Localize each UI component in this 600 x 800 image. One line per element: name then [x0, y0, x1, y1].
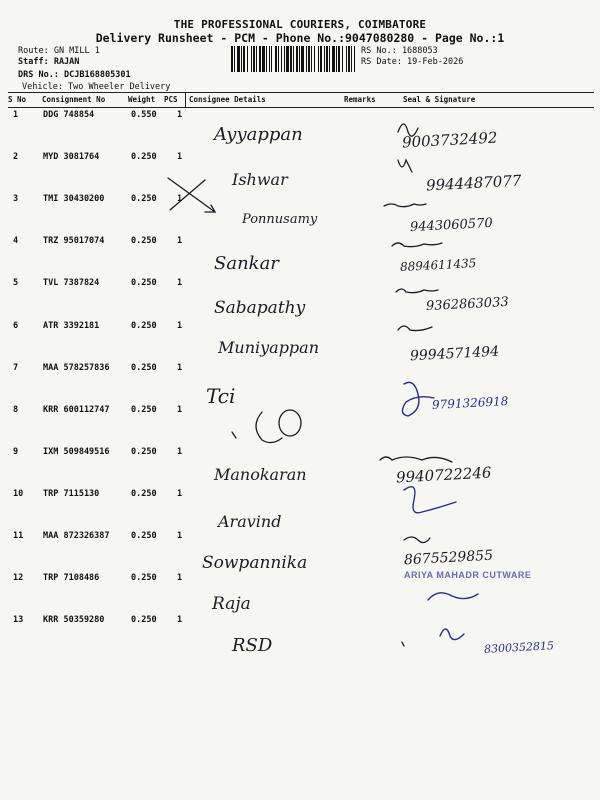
row-consignment-number: DDG 748854 [43, 110, 95, 120]
row-consignment-number: ATR 3392181 [43, 321, 100, 331]
row-consignment-number: MAA 578257836 [43, 363, 110, 373]
barcode-bar [251, 46, 252, 72]
row-pcs: 1 [177, 236, 183, 246]
blue-signature [402, 382, 434, 416]
barcode-bar [318, 46, 319, 72]
row-sno: 8 [13, 405, 19, 415]
row-consignment-number: MYD 3081764 [43, 152, 100, 162]
drs-label: DRS No.: DCJB168805301 [18, 70, 131, 80]
row-weight: 0.550 [131, 110, 157, 120]
barcode-bar [348, 46, 350, 72]
barcode-bar [271, 46, 272, 72]
col-consignee: Consignee Details [189, 95, 266, 104]
col-sno: S No [8, 95, 27, 104]
barcode-bar [346, 46, 347, 72]
barcode-bar [306, 46, 307, 72]
row-weight: 0.250 [131, 278, 157, 288]
col-weight: Weight [128, 95, 156, 104]
row-pcs: 1 [177, 194, 183, 204]
column-divider [185, 93, 186, 108]
initials-scribble [396, 289, 438, 293]
handwritten-phone: 9443060570 [409, 215, 494, 236]
row-sno: 7 [13, 363, 19, 373]
row-weight: 0.250 [131, 194, 157, 204]
row-sno: 1 [13, 110, 19, 120]
row-consignment-number: TRZ 95017074 [43, 236, 105, 246]
handwritten-phone: 9940722246 [395, 463, 492, 487]
barcode-bar [234, 46, 235, 72]
row-pcs: 1 [177, 321, 183, 331]
barcode-bar [256, 46, 257, 72]
handwritten-name: Ayyappan [214, 124, 303, 145]
row-sno: 12 [13, 573, 24, 583]
row-consignment-number: IXM 509849516 [43, 447, 110, 457]
handwritten-name: Sankar [214, 253, 279, 274]
row-sno: 10 [13, 489, 24, 499]
row-weight: 0.250 [131, 489, 157, 499]
barcode-bar [324, 46, 325, 72]
cross-out-mark [168, 178, 215, 212]
company-title: THE PROFESSIONAL COURIERS, COIMBATORE [173, 18, 427, 31]
row-pcs: 1 [177, 405, 183, 415]
row-pcs: 1 [177, 152, 183, 162]
barcode-bar [299, 46, 300, 72]
row-sno: 6 [13, 321, 19, 331]
handwritten-phone: 8894611435 [399, 256, 477, 274]
handwritten-name: Manokaran [214, 465, 307, 484]
handwritten-phone: 9944487077 [425, 171, 522, 195]
barcode-bar [281, 46, 282, 72]
handwritten-name: Sowpannika [202, 553, 308, 573]
arrow-mark [205, 205, 215, 212]
runsheet-subtitle: Delivery Runsheet - PCM - Phone No.:9047080280 - Page No.:1 [95, 31, 505, 45]
rs-number: RS No.: 1688053 [361, 46, 438, 56]
barcode-bar [262, 46, 265, 72]
barcode-bar [296, 46, 298, 72]
row-weight: 0.250 [131, 152, 157, 162]
barcode-bar [329, 46, 330, 72]
row-sno: 9 [13, 447, 19, 457]
row-sno: 13 [13, 615, 24, 625]
row-pcs: 1 [177, 363, 183, 373]
barcode-bar [338, 46, 340, 72]
route-label: Route: GN MILL 1 [18, 46, 100, 56]
barcode-bar [354, 46, 355, 72]
barcode-bar [342, 46, 343, 72]
barcode-bar [247, 46, 248, 72]
barcode-bar [237, 46, 240, 72]
row-weight: 0.250 [131, 321, 157, 331]
handwritten-name: Sabapathy [214, 298, 306, 318]
row-sno: 4 [13, 236, 19, 246]
row-sno: 5 [13, 278, 19, 288]
barcode-bar [290, 46, 292, 72]
row-pcs: 1 [177, 531, 183, 541]
barcode-bar [286, 46, 289, 72]
col-seal: Seal & Signature [403, 95, 476, 104]
barcode-bar [243, 46, 245, 72]
handwritten-phone: 9791326918 [431, 394, 509, 412]
barcode-bar [275, 46, 277, 72]
row-weight: 0.250 [131, 363, 157, 373]
tick-mark [232, 432, 236, 438]
barcode-bar [326, 46, 328, 72]
handwritten-phone: 9362863033 [425, 294, 510, 315]
row-weight: 0.250 [131, 447, 157, 457]
handwritten-name: Raja [212, 594, 251, 614]
company-stamp: ARIYA MAHADR CUTWARE [404, 570, 532, 580]
barcode-bar [293, 46, 294, 72]
row-pcs: 1 [177, 447, 183, 457]
row-pcs: 1 [177, 615, 183, 625]
barcode-bar [332, 46, 335, 72]
col-remarks: Remarks [344, 95, 376, 104]
table-header-border [8, 107, 594, 108]
initials-scribble [384, 204, 426, 207]
row-consignment-number: TVL 7387824 [43, 278, 100, 288]
barcode-bar [266, 46, 267, 72]
row-weight: 0.250 [131, 615, 157, 625]
barcode-image [231, 46, 355, 72]
blue-signature [404, 487, 456, 513]
handwritten-phone: 8300352815 [483, 639, 555, 656]
barcode-bar [320, 46, 322, 72]
row-pcs: 1 [177, 110, 183, 120]
barcode-bar [314, 46, 315, 72]
initials-scribble [404, 537, 430, 543]
barcode-bar [308, 46, 310, 72]
handwritten-phone: 9003732492 [401, 128, 498, 152]
barcode-bar [301, 46, 304, 72]
handwritten-name: Tci [206, 384, 236, 408]
initials-scribble [398, 326, 432, 331]
barcode-bar [278, 46, 279, 72]
handwritten-name: Aravind [218, 512, 282, 531]
initials-scribble [380, 457, 452, 462]
row-pcs: 1 [177, 573, 183, 583]
row-weight: 0.250 [131, 405, 157, 415]
signature-stroke [256, 412, 282, 443]
handwritten-phone: 8675529855 [403, 547, 494, 569]
blue-signature [440, 629, 464, 640]
row-sno: 11 [13, 531, 24, 541]
handwritten-phone: 9994571494 [409, 343, 500, 365]
barcode-bar [284, 46, 285, 72]
handwritten-name: Muniyappan [218, 338, 320, 357]
row-consignment-number: TRP 7108486 [43, 573, 100, 583]
row-sno: 3 [13, 194, 19, 204]
vehicle-label: Vehicle: Two Wheeler Delivery [22, 82, 171, 92]
row-pcs: 1 [177, 278, 183, 288]
barcode-bar [269, 46, 270, 72]
barcode-bar [253, 46, 255, 72]
initials-scribble [392, 243, 442, 247]
row-consignment-number: KRR 50359280 [43, 615, 105, 625]
barcode-bar [311, 46, 312, 72]
handwritten-name: RSD [232, 635, 273, 656]
col-pcs: PCS [164, 95, 178, 104]
barcode-bar [351, 46, 352, 72]
barcode-bar [241, 46, 242, 72]
tick-mark [402, 642, 404, 646]
blue-signature [428, 593, 478, 600]
handwritten-name: Ishwar [232, 170, 288, 189]
row-pcs: 1 [177, 489, 183, 499]
barcode-bar [231, 46, 233, 72]
row-weight: 0.250 [131, 236, 157, 246]
initials-scribble [398, 160, 412, 172]
row-consignment-number: KRR 600112747 [43, 405, 110, 415]
table-top-border [8, 92, 594, 93]
row-consignment-number: MAA 872326387 [43, 531, 110, 541]
col-consignment: Consignment No [42, 95, 106, 104]
rs-date: RS Date: 19-Feb-2026 [361, 57, 464, 67]
handwritten-name: Ponnusamy [242, 212, 318, 227]
staff-label: Staff: RAJAN [18, 57, 80, 67]
circled-mark [279, 410, 301, 436]
barcode-bar [336, 46, 337, 72]
row-weight: 0.250 [131, 573, 157, 583]
row-sno: 2 [13, 152, 19, 162]
row-consignment-number: TMI 30430200 [43, 194, 105, 204]
barcode-bar [259, 46, 261, 72]
row-weight: 0.250 [131, 531, 157, 541]
row-consignment-number: TRP 7115130 [43, 489, 100, 499]
